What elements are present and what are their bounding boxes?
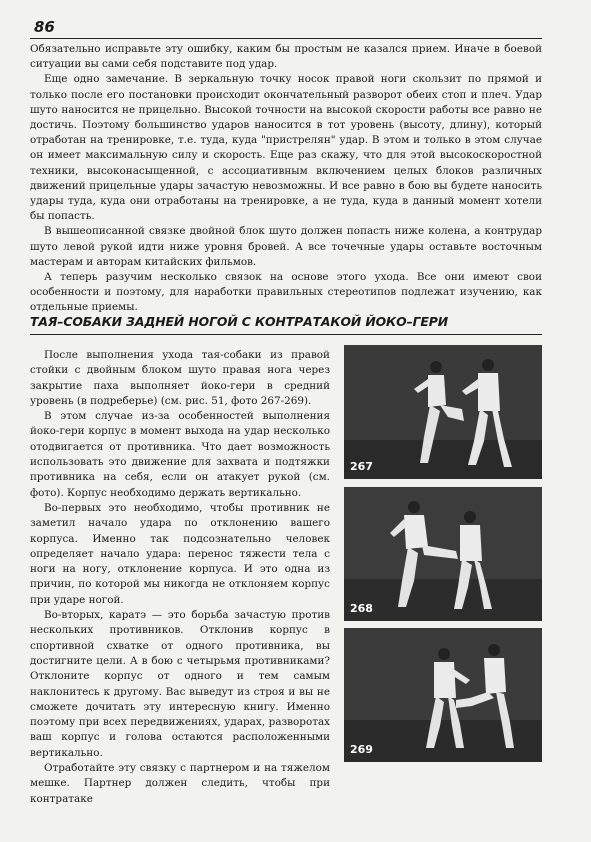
photo-268-image (344, 487, 542, 621)
section-heading: ТАЯ–СОБАКИ ЗАДНЕЙ НОГОЙ С КОНТРАТАКОЙ ЙОКО–ГЕРИ (30, 314, 449, 329)
photo-label: 269 (350, 743, 373, 756)
paragraph: В этом случае из-за особенностей выполнения йоко-гери корпус в момент выхода на удар несколько отодвигается от противника. Что дает возможность использовать это движение для захвата и подтяжки противника на себя, если он атакует рукой (см. фото). Корпус необходимо держать вертикально. (30, 410, 330, 499)
paragraph: Обязательно исправьте эту ошибку, каким бы простым не казался прием. Иначе в боевой ситуации вы сами себя подставите под удар. (30, 43, 542, 71)
paragraph: В вышеописанной связке двойной блок шуто должен попасть ниже колена, а контрудар шуто левой рукой идти ниже уровня бровей. А все точечные удары оставьте восточным мастерам и авторам китайских фильмов. (30, 225, 542, 268)
paragraph: Отработайте эту связку с партнером и на тяжелом мешке. Партнер должен следить, чтобы при контратаке (30, 762, 330, 805)
paragraph: После выполнения ухода тая-собаки из правой стойки с двойным блоком шуто правая нога через закрытие паха выполняет йоко-гери в средний уровень (в подреберье) (см. рис. 51, фото 267-269). (30, 349, 330, 407)
photo-267 (344, 345, 542, 479)
body-text-column (30, 348, 330, 807)
paragraph: Во-вторых, каратэ — это борьба зачастую против нескольких противников. Отклонив корпус в спортивной схватке от одного противника, вы достигните цели. А в бою с четырьмя противниками? Отклоните корпус от одного и тем самым наклонитесь к другому. Вас выведут из строя и вы не сможете дочитать эту интересную книгу. Именно поэтому при всех передвижениях, ударах, разворотах ваш корпус и голова остаются расположенными вертикально. (30, 609, 330, 759)
paragraph: Еще одно замечание. В зеркальную точку носок правой ноги скользит по прямой и только после его постановки происходит окончательный разворот обеих стоп и плеч. Удар шуто наносится не прицельно. Высокой точности на высокой скорости работы все равно не достичь. Поэтому большинство ударов наносится в тот уровень (высоту, длину), который отработан на тренировке, т.е. туда, куда "пристрелян" удар. В этом и только в этом случае он имеет максимальную силу и скорость. Еще раз скажу, что для этой высокоскоростной техники, высоконасыщенной, с ассоциативным включением целых блоков различных движений прицельные удары зачастую невозможны. И все равно в бою вы будете наносить удары туда, куда они отработаны на тренировке, а не туда, куда в данный момент хотели бы попасть. (30, 73, 542, 223)
photo-269-image (344, 628, 542, 762)
photo-268 (344, 487, 542, 621)
photo-269 (344, 628, 542, 762)
photo-label: 267 (350, 460, 373, 473)
paragraph: А теперь разучим несколько связок на основе этого ухода. Все они имеют свои особенности и поэтому, для наработки правильных стереотипов подлежат изучению, как отдельные приемы. (30, 271, 542, 314)
photo-label: 268 (350, 602, 373, 615)
header-rule (30, 38, 542, 39)
paragraph: Во-первых это необходимо, чтобы противник не заметил начало удара по отклонению вашего корпуса. Именно так подсознательно человек определяет начало удара: перенос тяжести тела с ноги на ногу, отклонение корпуса. И это одна из причин, по которой мы никогда не отклоняем корпус при ударе ногой. (30, 501, 330, 606)
photo-267-image (344, 345, 542, 479)
section-rule (30, 334, 542, 335)
page-number: 86 (34, 18, 55, 36)
top-text-block (30, 42, 542, 316)
